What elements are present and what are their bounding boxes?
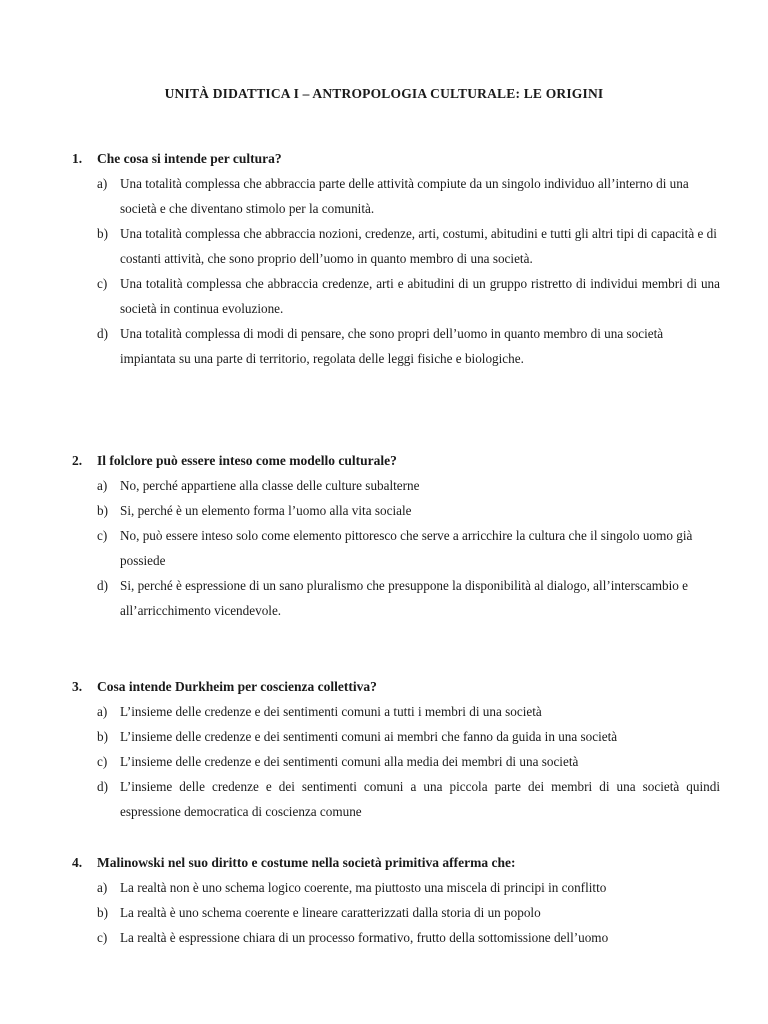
question-text: Il folclore può essere inteso come modello culturale? bbox=[97, 453, 397, 468]
answer-letter: c) bbox=[97, 528, 108, 543]
answer-letter: d) bbox=[97, 779, 108, 794]
question-number: 3. bbox=[72, 679, 83, 694]
question-number: 4. bbox=[72, 855, 83, 870]
question-number: 1. bbox=[72, 151, 83, 166]
question-heading bbox=[72, 146, 720, 171]
answer-letter: a) bbox=[97, 880, 108, 895]
answer-text: La realtà è uno schema coerente e lineare caratterizzati dalla storia di un popolo bbox=[120, 905, 541, 920]
answer-item bbox=[97, 925, 720, 950]
answer-text: Si, perché è espressione di un sano pluralismo che presuppone la disponibilità al dialogo, all’interscambio e all’arricchimento vicendevole. bbox=[120, 578, 689, 618]
answer-list bbox=[72, 171, 720, 371]
answer-item bbox=[97, 473, 720, 498]
answer-letter: b) bbox=[97, 905, 108, 920]
answer-text: La realtà è espressione chiara di un processo formativo, frutto della sottomissione dell’uomo bbox=[120, 930, 609, 945]
question-number: 2. bbox=[72, 453, 83, 468]
answer-text: Una totalità complessa che abbraccia credenze, arti e abitudini di un gruppo ristretto di individui membri di una società in continua evoluzione. bbox=[120, 276, 720, 316]
answer-text: Una totalità complessa che abbraccia nozioni, credenze, arti, costumi, abitudini e tutti gli altri tipi di capacità e di costanti attività, che sono proprio dell’uomo in quanto membro di una società. bbox=[120, 226, 717, 266]
question-1 bbox=[72, 146, 720, 371]
answer-list bbox=[72, 699, 720, 824]
answer-text: Si, perché è un elemento forma l’uomo alla vita sociale bbox=[120, 503, 412, 518]
answer-item bbox=[97, 875, 720, 900]
answer-text: No, perché appartiene alla classe delle culture subalterne bbox=[120, 478, 420, 493]
answer-item bbox=[97, 699, 720, 724]
answer-item bbox=[97, 724, 720, 749]
answer-letter: b) bbox=[97, 226, 108, 241]
question-4 bbox=[72, 850, 720, 950]
answer-list bbox=[72, 875, 720, 950]
answer-letter: b) bbox=[97, 503, 108, 518]
document-title: UNITÀ DIDATTICA I – ANTROPOLOGIA CULTURALE: LE ORIGINI bbox=[164, 86, 604, 101]
answer-letter: a) bbox=[97, 704, 108, 719]
question-heading bbox=[72, 674, 720, 699]
answer-item bbox=[97, 171, 720, 221]
question-heading bbox=[72, 448, 720, 473]
answer-letter: c) bbox=[97, 754, 108, 769]
answer-letter: b) bbox=[97, 729, 108, 744]
answer-letter: c) bbox=[97, 930, 108, 945]
answer-item bbox=[97, 523, 720, 573]
answer-item bbox=[97, 900, 720, 925]
answer-item bbox=[97, 221, 720, 271]
answer-item bbox=[97, 774, 720, 824]
answer-item bbox=[97, 321, 720, 371]
question-text: Cosa intende Durkheim per coscienza collettiva? bbox=[97, 679, 377, 694]
answer-text: Una totalità complessa che abbraccia parte delle attività compiute da un singolo individuo all’interno di una società e che diventano stimolo per la comunità. bbox=[120, 176, 689, 216]
question-3 bbox=[72, 674, 720, 824]
answer-text: La realtà non è uno schema logico coerente, ma piuttosto una miscela di principi in conflitto bbox=[120, 880, 607, 895]
answer-text: Una totalità complessa di modi di pensare, che sono propri dell’uomo in quanto membro di una società impiantata su una parte di territorio, regolata delle leggi fisiche e biologiche. bbox=[120, 326, 664, 366]
answer-text: L’insieme delle credenze e dei sentimenti comuni ai membri che fanno da guida in una società bbox=[120, 729, 618, 744]
question-text: Malinowski nel suo diritto e costume nella società primitiva afferma che: bbox=[97, 855, 516, 870]
answer-item bbox=[97, 749, 720, 774]
answer-letter: c) bbox=[97, 276, 108, 291]
answer-item bbox=[97, 498, 720, 523]
answer-letter: d) bbox=[97, 326, 108, 341]
question-text: Che cosa si intende per cultura? bbox=[97, 151, 282, 166]
answer-item bbox=[97, 573, 720, 623]
question-heading bbox=[72, 850, 720, 875]
answer-text: No, può essere inteso solo come elemento pittoresco che serve a arricchire la cultura che il singolo uomo già possiede bbox=[120, 528, 693, 568]
answer-letter: a) bbox=[97, 176, 108, 191]
question-2 bbox=[72, 448, 720, 623]
answer-text: L’insieme delle credenze e dei sentimenti comuni alla media dei membri di una società bbox=[120, 754, 579, 769]
answer-letter: d) bbox=[97, 578, 108, 593]
answer-text: L’insieme delle credenze e dei sentimenti comuni a tutti i membri di una società bbox=[120, 704, 542, 719]
answer-text: L’insieme delle credenze e dei sentimenti comuni a una piccola parte dei membri di una società quindi espressione democratica di coscienza comune bbox=[120, 779, 720, 819]
answer-list bbox=[72, 473, 720, 623]
answer-item bbox=[97, 271, 720, 321]
answer-letter: a) bbox=[97, 478, 108, 493]
